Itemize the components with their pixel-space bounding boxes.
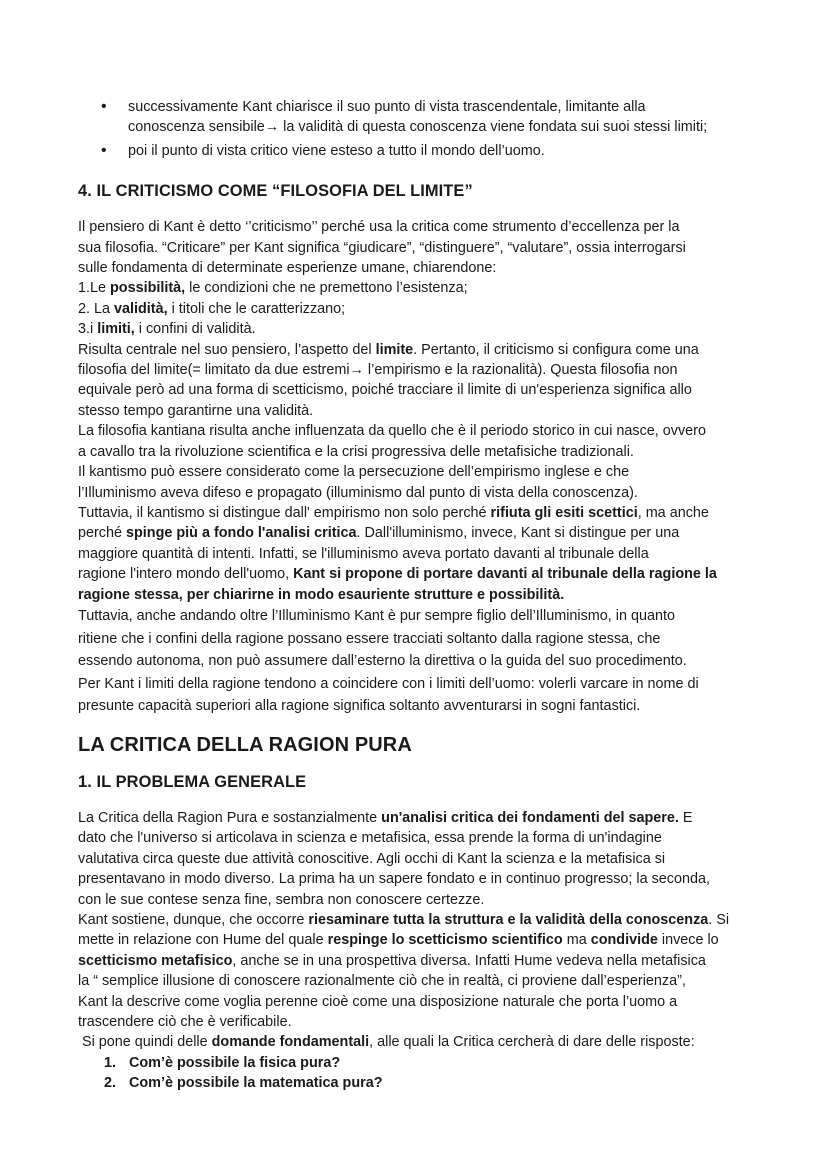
list-line: 2. La validità, i titoli che le caratterizzano; — [78, 300, 346, 317]
text-line: presunte capacità superiori alla ragione significa soltanto avventurarsi in sogni fantastici. — [78, 698, 641, 715]
text-line: Per Kant i limiti della ragione tendono a coincidere con i limiti dell’uomo: volerli varcare in nome di — [78, 675, 699, 692]
bullet-line: poi il punto di vista critico viene esteso a tutto il mondo dell’uomo. — [128, 142, 545, 159]
text-line: l’Illuminismo aveva difeso e propagato (illuminismo dal punto di vista della conoscenza). — [78, 484, 638, 501]
text-line: Si pone quindi delle domande fondamentali, alle quali la Critica cercherà di dare delle risposte: — [78, 1034, 695, 1051]
question-text: Com’è possibile la fisica pura? — [129, 1054, 341, 1071]
text-line: perché spinge più a fondo l'analisi critica. Dall'illuminismo, invece, Kant si distingue per una — [78, 525, 680, 542]
bullet-icon: • — [101, 98, 107, 115]
text-line: ritiene che i confini della ragione possano essere tracciati soltanto dalla ragione stessa, che — [78, 630, 661, 647]
text-line: scetticismo metafisico, anche se in una prospettiva diversa. Infatti Hume vedeva nella metafisica — [78, 952, 706, 969]
question-number: 2. — [104, 1075, 117, 1092]
bullet-item — [78, 141, 758, 161]
chapter-heading: LA CRITICA DELLA RAGION PURA — [78, 733, 412, 756]
text-line: sulle fondamenta di determinate esperienze umane, chiarendone: — [78, 260, 497, 277]
text-line: sua filosofia. “Criticare” per Kant significa “giudicare”, “distinguere”, “valutare”, ossia interrogarsi — [78, 239, 686, 256]
paragraph-problema-generale — [78, 808, 758, 1094]
text-line: Kant la descrive come voglia perenne cioè come una disposizione naturale che porta l’uomo a — [78, 993, 678, 1010]
text-line: ragione stessa, per chiarirne in modo esauriente strutture e possibilità. — [78, 586, 565, 603]
question-item — [78, 1053, 758, 1073]
text-line: la “ semplice illusione di conoscere razionalmente ciò che in realtà, ci proviene dall’esperienza”, — [78, 973, 686, 990]
text-line: a cavallo tra la rivoluzione scientifica e la crisi progressiva delle metafisiche tradizionali. — [78, 443, 634, 460]
list-line: 1.Le possibilità, le condizioni che ne premettono l’esistenza; — [78, 280, 468, 297]
bullet-line: successivamente Kant chiarisce il suo punto di vista trascendentale, limitante alla — [128, 99, 646, 115]
text-line: con le sue contese senza fine, sembra non conoscere certezze. — [78, 891, 485, 908]
text-line: Il pensiero di Kant è detto ‘’criticismo’’ perché usa la critica come strumento d’eccellenza per la — [78, 219, 680, 236]
section-heading: 1. IL PROBLEMA GENERALE — [78, 772, 307, 791]
text-line: dato che l'universo si articolava in scienza e metafisica, essa prende la forma di un'indagine — [78, 830, 662, 847]
text-line: Tuttavia, anche andando oltre l’Illuminismo Kant è pur sempre figlio dell’Illuminismo, in quanto — [78, 607, 675, 624]
list-line: 3.i limiti, i confini di validità. — [78, 321, 256, 338]
text-line: Risulta centrale nel suo pensiero, l’aspetto del limite. Pertanto, il criticismo si configura come una — [78, 341, 699, 358]
text-line: presentavano in modo diverso. La prima ha un sapere fondato e in continuo progresso; la seconda, — [78, 871, 710, 888]
text-line: Kant sostiene, dunque, che occorre riesaminare tutta la struttura e la validità della conoscenza. Si — [78, 911, 730, 928]
text-line: maggiore quantità di intenti. Infatti, se l'illuminismo aveva portato davanti al tribunale della — [78, 545, 649, 562]
text-line: stesso tempo garantirne una validità. — [78, 402, 314, 419]
bullet-line: conoscenza sensibile→ la validità di questa conoscenza viene fondata sui suoi stessi limiti; — [128, 119, 708, 136]
question-text: Com’è possibile la matematica pura? — [129, 1075, 383, 1092]
text-line: valutativa circa queste due attività conoscitive. Agli occhi di Kant la scienza e la metafisica si — [78, 850, 666, 867]
text-line: trascendere ciò che è verificabile. — [78, 1013, 292, 1030]
text-line: Il kantismo può essere considerato come la persecuzione dell’empirismo inglese e che — [78, 464, 630, 481]
text-line: La filosofia kantiana risulta anche influenzata da quello che è il periodo storico in cui nasce, ovvero — [78, 423, 706, 440]
bullet-icon: • — [101, 141, 107, 159]
page-content — [78, 97, 758, 1094]
question-item — [78, 1073, 758, 1093]
text-line: Tuttavia, il kantismo si distingue dall' empirismo non solo perché rifiuta gli esiti scettici, ma anche — [78, 504, 709, 521]
section-heading: 4. IL CRITICISMO COME “FILOSOFIA DEL LIMITE” — [78, 182, 473, 201]
text-line: mette in relazione con Hume del quale respinge lo scetticismo scientifico ma condivide invece lo — [78, 932, 719, 949]
text-line: essendo autonoma, non può assumere dall’esterno la direttiva o la guida del suo procedimento. — [78, 653, 687, 670]
text-line: equivale però ad una forma di scetticismo, poiché tracciare il limite di un'esperienza significa allo — [78, 382, 692, 399]
text-line: ragione l'intero mondo dell'uomo, Kant si propone di portare davanti al tribunale della ragione la — [78, 566, 717, 583]
question-number: 1. — [104, 1054, 117, 1071]
text-line: filosofia del limite(= limitato da due estremi→ l’empirismo e la razionalità). Questa filosofia non — [78, 362, 678, 379]
paragraph-criticismo — [78, 217, 758, 718]
bullet-item — [78, 97, 758, 138]
text-line: La Critica della Ragion Pura e sostanzialmente un'analisi critica dei fondamenti del sapere. E — [78, 809, 693, 826]
